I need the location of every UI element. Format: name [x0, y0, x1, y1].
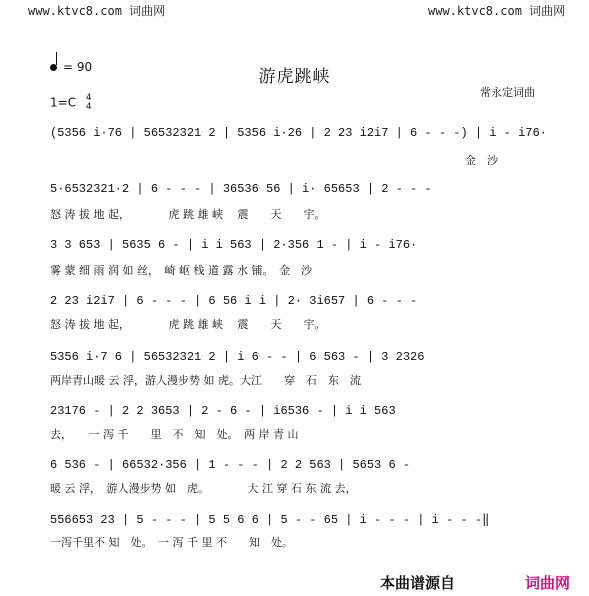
time-sig-top: 4	[85, 93, 92, 103]
lyrics-row: 两岸青山暖 云 浮，游人漫步势 如 虎。大江 穿 石 东 流	[50, 374, 361, 387]
tempo-value: = 90	[63, 60, 93, 74]
watermark-right: www.ktvc8.com 词曲网	[428, 4, 566, 18]
notation-row: 5·6532321·2 | 6 - - - | 36536 56 | i· 65653 | 2 - - -	[50, 182, 432, 196]
notation-row: 3 3 653 | 5635 6 - | i i 563 | 2·356 1 - | i - i76·	[50, 238, 418, 252]
song-title: 游虎跳峡	[258, 67, 331, 87]
watermark-left: www.ktvc8.com 词曲网	[28, 4, 166, 18]
notation-row: 6 536 - | 66532·356 | 1 - - - | 2 2 563 | 5653 6 -	[50, 458, 411, 472]
notation-row: 2 23 i2i7 | 6 - - - | 6 56 i i | 2· 3i657 | 6 - - -	[50, 294, 418, 308]
lyrics-row: 怒 涛 拔 地 起， 虎 跳 雄 峡 震 天 宇。	[50, 318, 326, 331]
composer-credit: 常永定词曲	[480, 86, 535, 99]
time-signature	[86, 94, 92, 112]
lyrics-row: 一泻千里不 知 处。 一 泻 千 里 不 知 处。	[50, 536, 293, 549]
lyrics-row: 去， 一 泻 千 里 不 知 处。 两 岸 青 山	[50, 428, 299, 441]
time-sig-bottom: 4	[85, 102, 92, 112]
notation-row: 5356 i·7 6 | 56532321 2 | i 6 - - | 6 563 - | 3 2326	[50, 350, 425, 364]
site-logo[interactable]: 词曲网	[525, 574, 571, 592]
source-label: 本曲谱源自	[380, 574, 456, 592]
key-signature	[50, 94, 92, 112]
notation-row: (5356 i·76 | 56532321 2 | 5356 i·26 | 2 23 i2i7 | 6 - - -) | i - i76·	[50, 126, 547, 140]
lyrics-row: 雾 蒙 细 雨 润 如 丝， 崎 岖 栈 道 露 水 铺。 金 沙	[50, 264, 312, 277]
notation-row: 556653 23 | 5 - - - | 5 5 6 6 | 5 - - 65 | i - - - | i - - -‖	[50, 513, 490, 527]
key-value: 1=C	[50, 95, 77, 110]
lyrics-row: 暖 云 浮， 游人漫步势 如 虎。 大 江 穿 石 东 流 去，	[50, 482, 357, 495]
lyrics-row: 怒 涛 拔 地 起， 虎 跳 雄 峡 震 天 宇。	[50, 208, 326, 221]
notation-row: 23176 - | 2 2 3653 | 2 - 6 - | i6536 - | i i 563	[50, 404, 396, 418]
lyrics-row: 金 沙	[465, 154, 498, 167]
